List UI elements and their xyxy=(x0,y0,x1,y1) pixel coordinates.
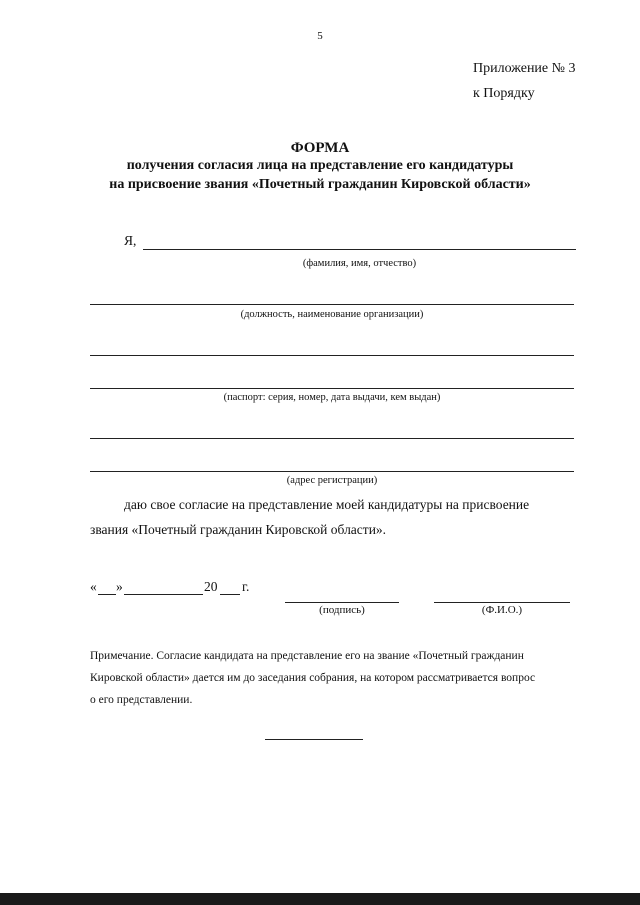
fio-line xyxy=(434,602,570,603)
fio-caption: (Ф.И.О.) xyxy=(481,604,523,616)
form-title: ФОРМА xyxy=(290,140,350,156)
form-subtitle-line1: получения согласия лица на представление его кандидатуры xyxy=(126,158,514,173)
passport-caption: (паспорт: серия, номер, дата выдачи, кем выдан) xyxy=(223,392,441,403)
note-line1: Примечание. Согласие кандидата на представление его на звание «Почетный гражданин xyxy=(90,650,524,662)
position-field-line xyxy=(90,304,574,305)
signature-caption: (подпись) xyxy=(319,604,365,616)
page-number: 5 xyxy=(317,30,323,42)
passport-field-line-1 xyxy=(90,355,574,356)
ya-label: Я, xyxy=(124,233,137,248)
date-open-quote: « xyxy=(90,579,97,594)
address-field-line-2 xyxy=(90,471,574,472)
note-line3: о его представлении. xyxy=(90,694,193,706)
end-divider xyxy=(265,739,363,740)
date-close-quote: » xyxy=(116,579,123,594)
appendix-label: Приложение № 3 xyxy=(473,61,576,76)
name-field-line xyxy=(143,249,576,250)
date-year-line xyxy=(220,594,240,595)
name-caption: (фамилия, имя, отчество) xyxy=(302,258,417,269)
form-subtitle-line2: на присвоение звания «Почетный гражданин Кировской области» xyxy=(109,177,531,192)
date-month-line xyxy=(124,594,203,595)
consent-text-line1: даю свое согласие на представление моей кандидатуры на присвоение xyxy=(124,497,530,512)
passport-field-line-2 xyxy=(90,388,574,389)
date-day-line xyxy=(98,594,116,595)
scan-edge-bar xyxy=(0,893,640,905)
date-year-suffix: г. xyxy=(242,579,250,594)
date-year-prefix: 20 xyxy=(204,579,218,594)
signature-line xyxy=(285,602,399,603)
consent-text-line2: звания «Почетный гражданин Кировской области». xyxy=(90,522,387,537)
appendix-reference: к Порядку xyxy=(473,86,535,101)
address-caption: (адрес регистрации) xyxy=(286,475,378,486)
address-field-line-1 xyxy=(90,438,574,439)
position-caption: (должность, наименование организации) xyxy=(240,309,424,320)
note-line2: Кировской области» дается им до заседания собрания, на котором рассматривается вопрос xyxy=(90,672,536,684)
